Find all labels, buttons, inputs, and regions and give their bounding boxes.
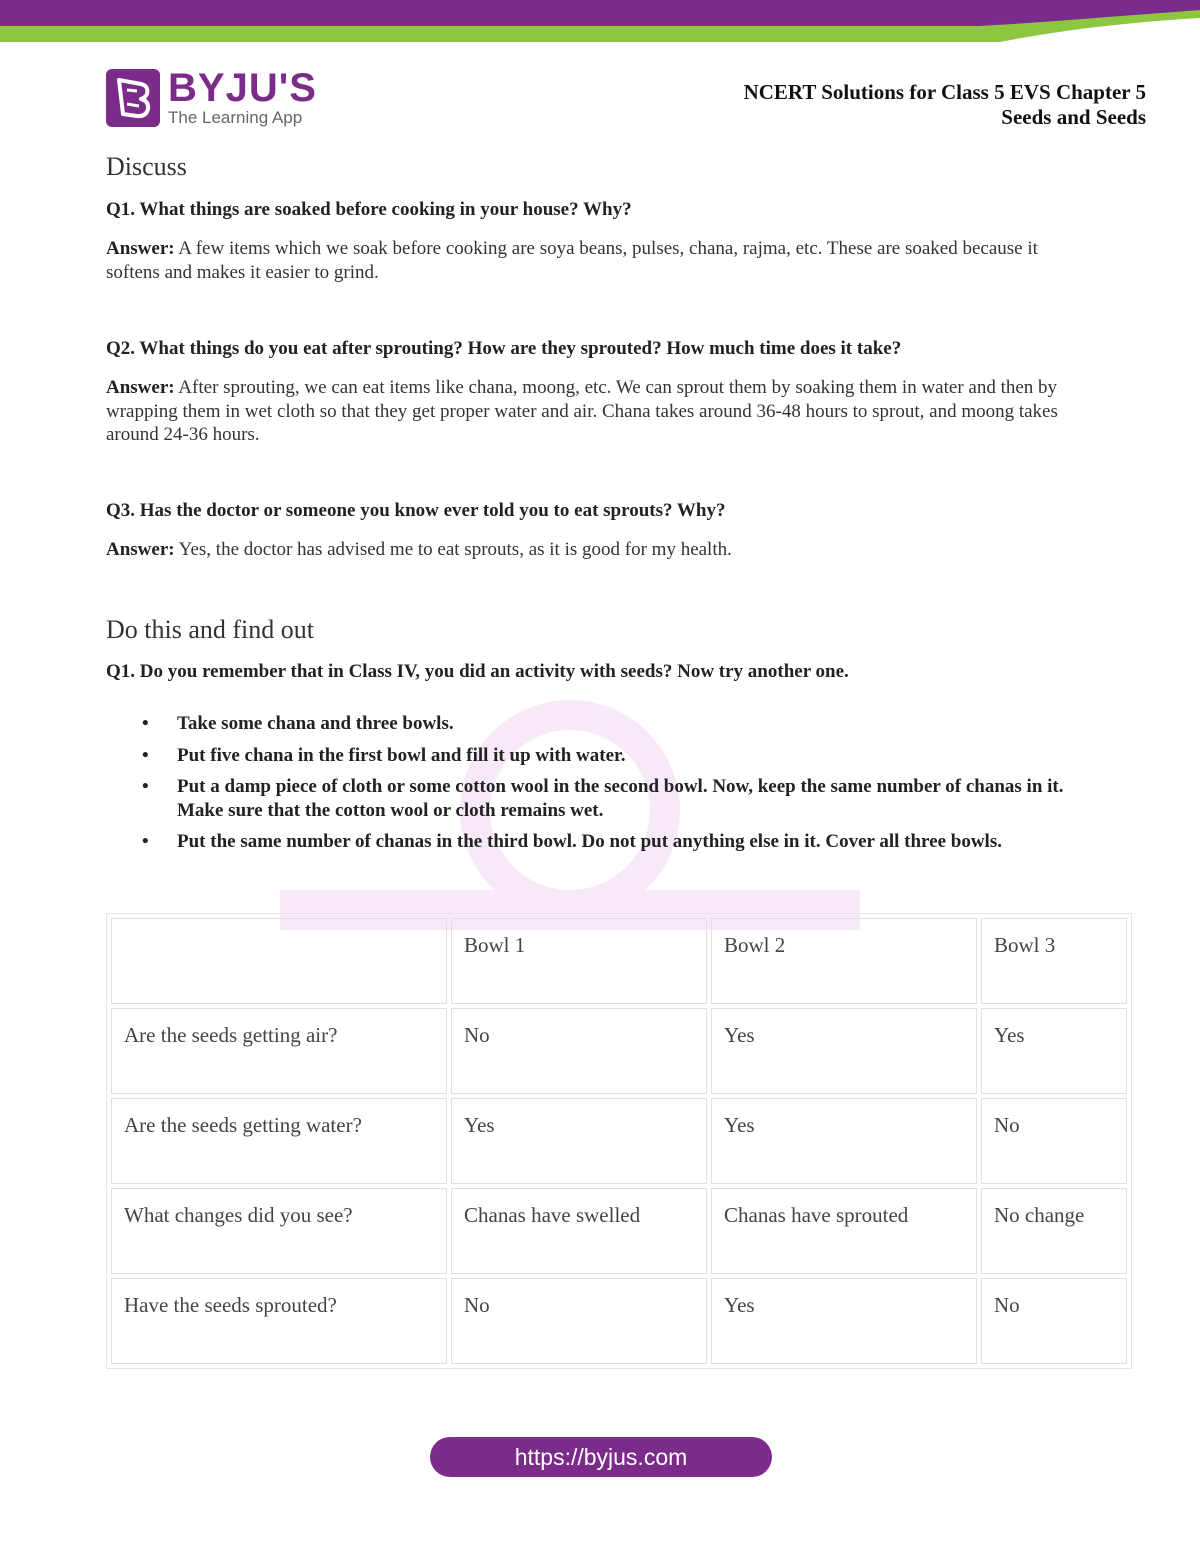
table-cell: No change — [981, 1188, 1127, 1274]
table-cell: Yes — [981, 1008, 1127, 1094]
table-cell: No — [981, 1098, 1127, 1184]
table-header-cell: Bowl 1 — [451, 918, 707, 1004]
table-header-cell: Bowl 2 — [711, 918, 977, 1004]
table-cell: No — [981, 1278, 1127, 1364]
bullet-icon: • — [142, 776, 149, 797]
list-item-text: Put the same number of chanas in the third bowl. Do not put anything else in it. Cover all three bowls. — [177, 831, 1002, 852]
discuss-question-1: Q1. What things are soaked before cooking in your house? Why? — [106, 199, 632, 220]
list-item — [140, 775, 1100, 822]
activity-question-1: Q1. Do you remember that in Class IV, you did an activity with seeds? Now try another one. — [106, 661, 849, 682]
observation-table — [106, 913, 1132, 1369]
bullet-icon: • — [142, 744, 149, 766]
answer-text: Yes, the doctor has advised me to eat sprouts, as it is good for my health. — [174, 539, 732, 560]
logo-b-icon — [113, 76, 153, 120]
activity-steps-list — [140, 712, 1100, 862]
table-cell: Have the seeds sprouted? — [111, 1278, 447, 1364]
byjus-logo-mark — [106, 69, 160, 127]
footer-website-link[interactable]: https://byjus.com — [430, 1437, 772, 1477]
table-cell: What changes did you see? — [111, 1188, 447, 1274]
answer-text: A few items which we soak before cooking are soya beans, pulses, chana, rajma, etc. These are soaked because it softens and makes it easier to grind. — [106, 238, 1038, 283]
table-header-row — [111, 918, 1127, 1004]
answer-label: Answer: — [106, 377, 175, 398]
answer-label: Answer: — [106, 238, 175, 259]
table-cell: Are the seeds getting water? — [111, 1098, 447, 1184]
table-header-cell: Bowl 3 — [981, 918, 1127, 1004]
table-cell: Are the seeds getting air? — [111, 1008, 447, 1094]
table-cell: Yes — [451, 1098, 707, 1184]
section-heading-activity: Do this and find out — [106, 615, 314, 644]
table-cell: Chanas have sprouted — [711, 1188, 977, 1274]
list-item — [140, 744, 1100, 768]
bullet-icon: • — [142, 831, 149, 852]
bullet-icon: • — [142, 713, 149, 734]
logo-brand-name: BYJU'S — [168, 66, 317, 110]
answer-text: After sprouting, we can eat items like chana, moong, etc. We can sprout them by soaking them in water and then by wrapping them in wet cloth so that they get proper water and air. Chana takes around 36-48 hours to sprout, and moong takes around 24-36 hours. — [106, 377, 1058, 445]
table-cell: Yes — [711, 1008, 977, 1094]
table-row — [111, 1098, 1127, 1184]
top-banner — [0, 0, 1200, 42]
document-title-line2: Seeds and Seeds — [1001, 105, 1146, 129]
discuss-question-3: Q3. Has the doctor or someone you know ever told you to eat sprouts? Why? — [106, 500, 726, 521]
table-row — [111, 1278, 1127, 1364]
list-item-text: Put five chana in the first bowl and fill it up with water. — [177, 744, 626, 766]
table-cell: Yes — [711, 1098, 977, 1184]
table-header-cell — [111, 918, 447, 1004]
list-item-text: Take some chana and three bowls. — [177, 713, 454, 734]
top-banner-graphic — [0, 0, 1200, 42]
byjus-logo — [106, 68, 317, 128]
discuss-answer-3 — [106, 538, 1096, 562]
logo-text — [168, 66, 317, 127]
list-item-text: Put a damp piece of cloth or some cotton wool in the second bowl. Now, keep the same number of chanas in it. Make sure that the cotton wool or cloth remains wet. — [177, 776, 1064, 821]
table-cell: Yes — [711, 1278, 977, 1364]
document-title-line1: NCERT Solutions for Class 5 EVS Chapter 5 — [743, 80, 1146, 104]
discuss-answer-2 — [106, 376, 1096, 447]
table-cell: No — [451, 1008, 707, 1094]
discuss-answer-1 — [106, 237, 1096, 284]
table-row — [111, 1188, 1127, 1274]
list-item — [140, 830, 1100, 854]
list-item — [140, 712, 1100, 736]
table-row — [111, 1008, 1127, 1094]
section-heading-discuss: Discuss — [106, 152, 187, 181]
logo-tagline: The Learning App — [168, 108, 303, 127]
document-title — [744, 80, 1146, 130]
discuss-question-2: Q2. What things do you eat after sprouting? How are they sprouted? How much time does it take? — [106, 338, 902, 359]
table-cell: No — [451, 1278, 707, 1364]
answer-label: Answer: — [106, 539, 175, 560]
table-cell: Chanas have swelled — [451, 1188, 707, 1274]
